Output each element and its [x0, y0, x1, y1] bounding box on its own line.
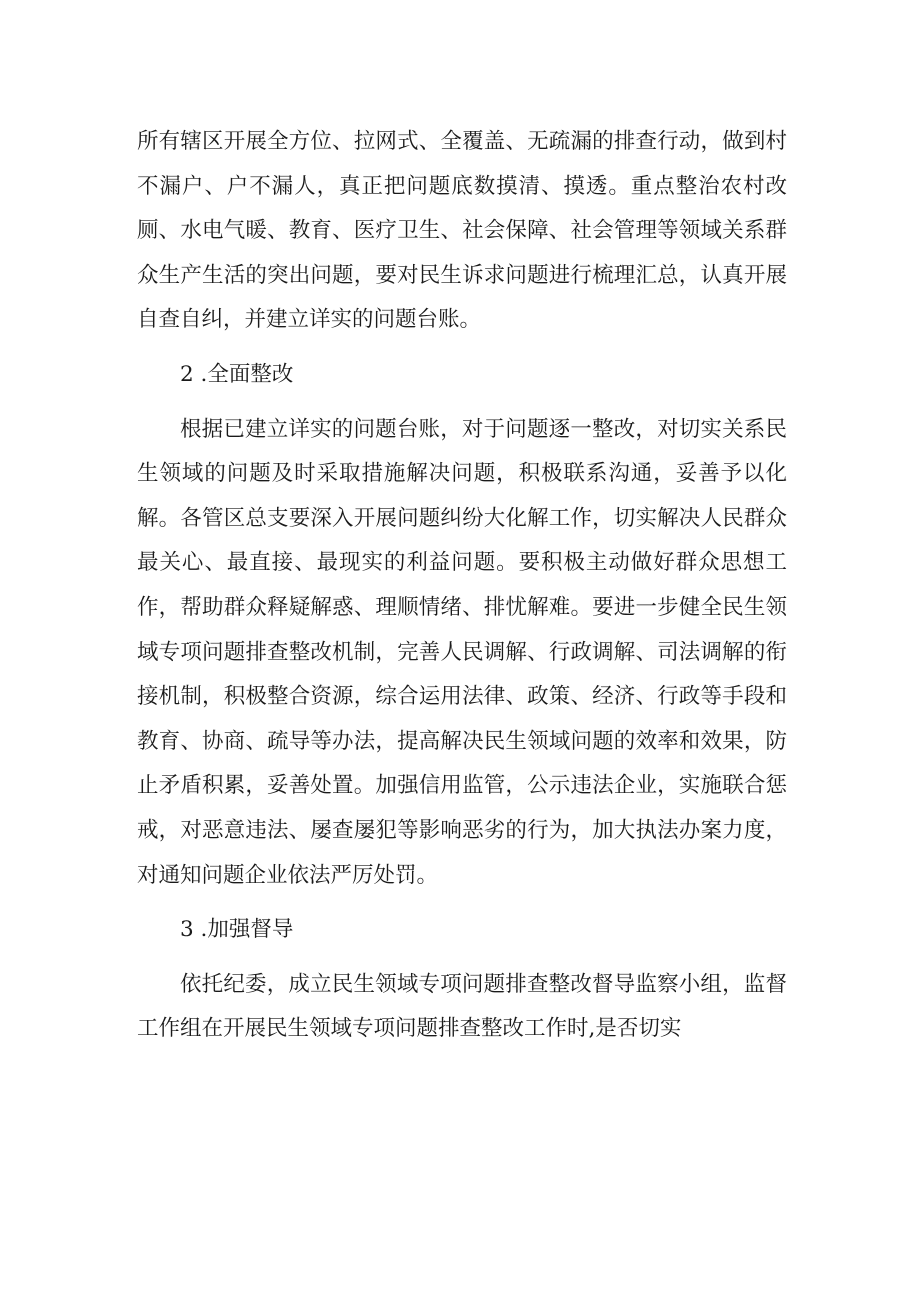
body-paragraph: 依托纪委，成立民生领域专项问题排查整改督导监察小组，监督工作组在开展民生领域专项问题排查整改工作时,是否切实: [137, 971, 787, 1042]
section-heading: 2 .全面整改: [180, 361, 294, 387]
paragraph-gap: [137, 343, 787, 353]
document-page: [137, 120, 787, 1052]
paragraph-gap: [137, 953, 787, 963]
paragraph-gap: [137, 398, 787, 408]
body-paragraph: 所有辖区开展全方位、拉网式、全覆盖、无疏漏的排查行动，做到村不漏户、户不漏人，真正把问题底数摸清、摸透。重点整治农村改厕、水电气暖、教育、医疗卫生、社会保障、社会管理等领域关系群众生产生活的突出问题，要对民生诉求问题进行梳理汇总，认真开展自查自纠，并建立详实的问题台账。: [137, 129, 787, 333]
body-paragraph: 根据已建立详实的问题台账，对于问题逐一整改，对切实关系民生领域的问题及时采取措施解决问题，积极联系沟通，妥善予以化解。各管区总支要深入开展问题纠纷大化解工作，切实解决人民群众最关心、最直接、最现实的利益问题。要积极主动做好群众思想工作，帮助群众释疑解惑、理顺情绪、排忧解难。要进一步健全民生领域专项问题排查整改机制，完善人民调解、行政调解、司法调解的衔接机制，积极整合资源，综合运用法律、政策、经济、行政等手段和教育、协商、疏导等办法，提高解决民生领域问题的效率和效果，防止矛盾积累，妥善处置。加强信用监管，公示违法企业，实施联合惩戒，对恶意违法、屡查屡犯等影响恶劣的行为，加大执法办案力度，对通知问题企业依法严厉处罚。: [137, 416, 787, 888]
section-heading: 3 .加强督导: [180, 917, 294, 943]
paragraph-gap: [137, 898, 787, 908]
